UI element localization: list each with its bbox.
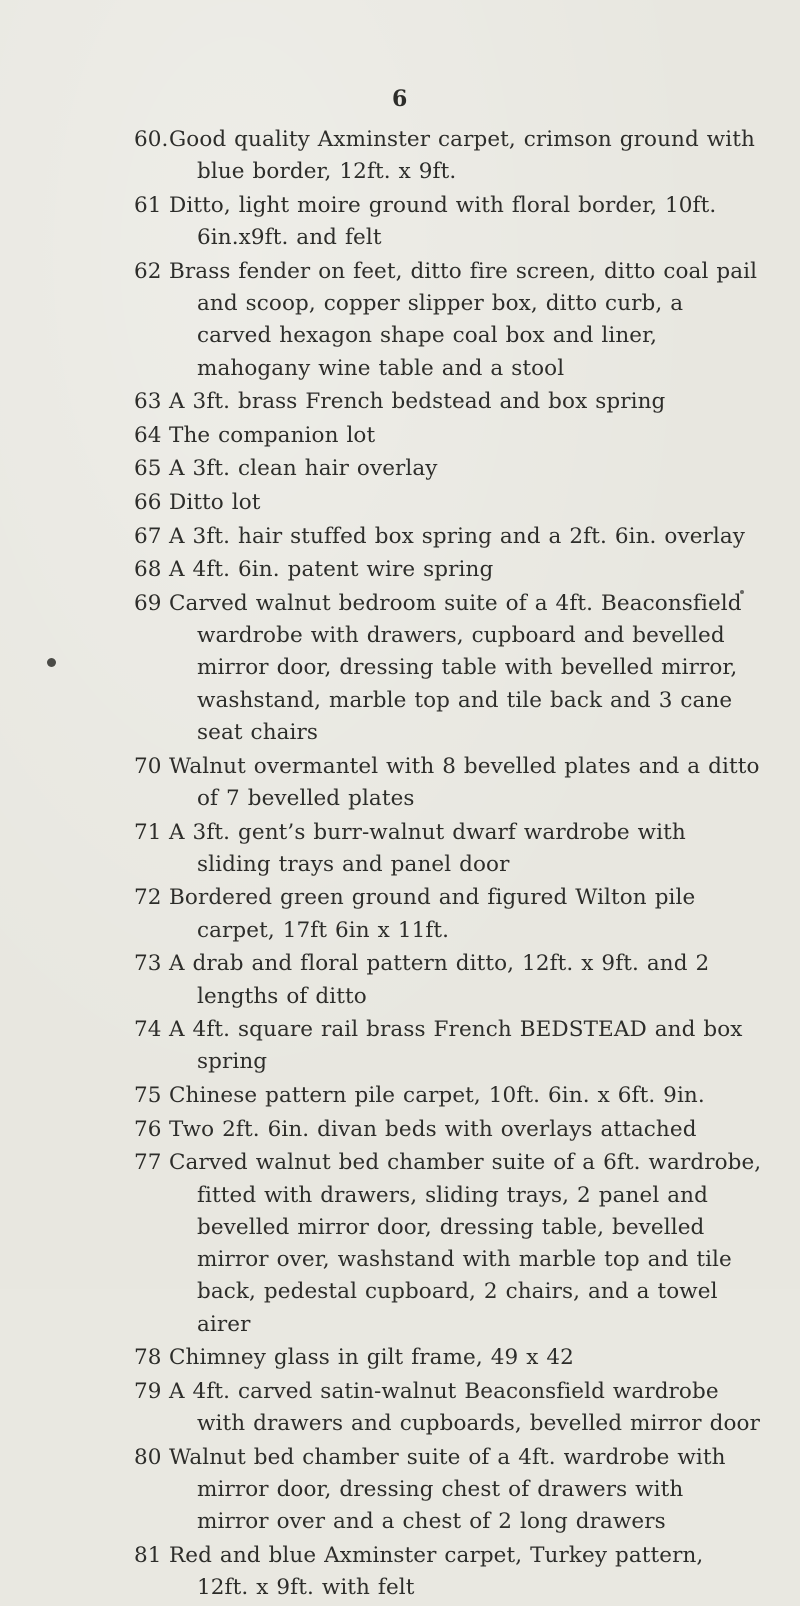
lot-description: Chinese pattern pile carpet, 10ft. 6in. x 6ft. 9in. <box>169 1083 705 1109</box>
lot-number: 74 <box>134 1017 162 1043</box>
lot-item <box>0 882 800 947</box>
lot-item <box>0 420 800 452</box>
lot-item <box>0 751 800 816</box>
lot-item <box>0 588 800 749</box>
lot-description: A 3ft. hair stuffed box spring and a 2ft. 6in. overlay <box>169 523 746 549</box>
lot-description: Chimney glass in gilt frame, 49 x 42 <box>169 1345 574 1371</box>
lot-number: 65 <box>134 456 162 482</box>
lot-item <box>0 554 800 586</box>
lot-item <box>0 521 800 553</box>
lot-number: 81 <box>134 1543 162 1568</box>
lot-description: A drab and floral pattern ditto, 12ft. x 9ft. and 2 lengths of ditto <box>169 951 710 1009</box>
lot-number: 75 <box>134 1083 162 1109</box>
lot-item <box>0 1376 800 1441</box>
lot-description: A 3ft. gent’s burr-walnut dwarf wardrobe with sliding trays and panel door <box>169 819 686 877</box>
lot-description: A 3ft. brass French bedstead and box spring <box>169 389 666 415</box>
lot-description: Brass fender on feet, ditto fire screen, ditto coal pail and scoop, copper slipper box, ditto curb, a carved hexagon shape coal box and liner, mahogany wine table and a stool <box>169 258 758 381</box>
lot-number: 68 <box>134 557 162 583</box>
lot-item <box>0 487 800 519</box>
lot-number: 77 <box>134 1150 162 1176</box>
lot-item <box>0 1014 800 1079</box>
lot-item <box>0 124 800 189</box>
lot-number: 69 <box>134 590 162 616</box>
lot-description: A 4ft. carved satin-walnut Beaconsfield wardrobe with drawers and cupboards, bevelled mirror door <box>169 1378 760 1437</box>
lot-item <box>0 1114 800 1146</box>
lot-description: Walnut bed chamber suite of a 4ft. wardrobe with mirror door, dressing chest of drawers with mirror over and a chest of 2 long drawers <box>169 1444 726 1535</box>
lot-item <box>0 1540 800 1605</box>
lot-item <box>0 453 800 485</box>
lot-number: 64 <box>134 422 162 448</box>
lot-item <box>0 386 800 418</box>
lot-description: Walnut overmantel with 8 bevelled plates and a ditto of 7 bevelled plates <box>169 753 760 811</box>
lot-number: 70 <box>134 753 162 779</box>
lot-item <box>0 817 800 882</box>
lot-description: Ditto lot <box>169 490 261 516</box>
lot-description: Bordered green ground and figured Wilton pile carpet, 17ft 6in x 11ft. <box>169 885 696 943</box>
lot-description: A 4ft. square rail brass French BEDSTEAD and box spring <box>169 1017 743 1075</box>
lot-number: 61 <box>134 192 162 218</box>
page-number: 6 <box>392 86 408 112</box>
lot-description: Two 2ft. 6in. divan beds with overlays attached <box>169 1116 697 1142</box>
lot-description: Red and blue Axminster carpet, Turkey pattern, 12ft. x 9ft. with felt <box>169 1543 704 1601</box>
lot-item <box>0 1147 800 1341</box>
lot-number: 73 <box>134 951 162 977</box>
lot-number: 63 <box>134 389 162 415</box>
lot-description: The companion lot <box>169 422 376 448</box>
lot-number: 62 <box>134 258 162 284</box>
lot-number: 78 <box>134 1345 162 1371</box>
lot-item <box>0 190 800 255</box>
lot-description: Ditto, light moire ground with floral border, 10ft. 6in.x9ft. and felt <box>169 192 717 251</box>
lot-number: 60. <box>134 127 169 152</box>
lot-description: A 4ft. 6in. patent wire spring <box>169 557 494 583</box>
lot-description: A 3ft. clean hair overlay <box>169 456 438 482</box>
lot-description: Carved walnut bed chamber suite of a 6ft. wardrobe, fitted with drawers, sliding trays, 2 panel and bevelled mirror door, dressing table, bevelled mirror over, washstand with marble top and tile back, pedestal cupboard, 2 chairs, and a towel airer <box>169 1150 762 1337</box>
lot-number: 72 <box>134 885 162 911</box>
lot-item <box>0 948 800 1013</box>
lot-number: 67 <box>134 523 162 549</box>
lot-list <box>0 124 800 1606</box>
lot-description: Carved walnut bedroom suite of a 4ft. Beaconsfield wardrobe with drawers, cupboard and bevelled mirror door, dressing table with bevelled mirror, washstand, marble top and tile back and 3 cane seat chairs <box>169 590 742 746</box>
lot-number: 79 <box>134 1378 162 1404</box>
lot-number: 80 <box>134 1444 162 1470</box>
lot-description: Good quality Axminster carpet, crimson ground with blue border, 12ft. x 9ft. <box>169 127 755 185</box>
lot-item <box>0 256 800 385</box>
lot-number: 66 <box>134 490 162 516</box>
lot-number: 71 <box>134 819 162 845</box>
lot-item <box>0 1442 800 1539</box>
lot-item <box>0 1080 800 1112</box>
lot-number: 76 <box>134 1116 162 1142</box>
lot-item <box>0 1342 800 1374</box>
